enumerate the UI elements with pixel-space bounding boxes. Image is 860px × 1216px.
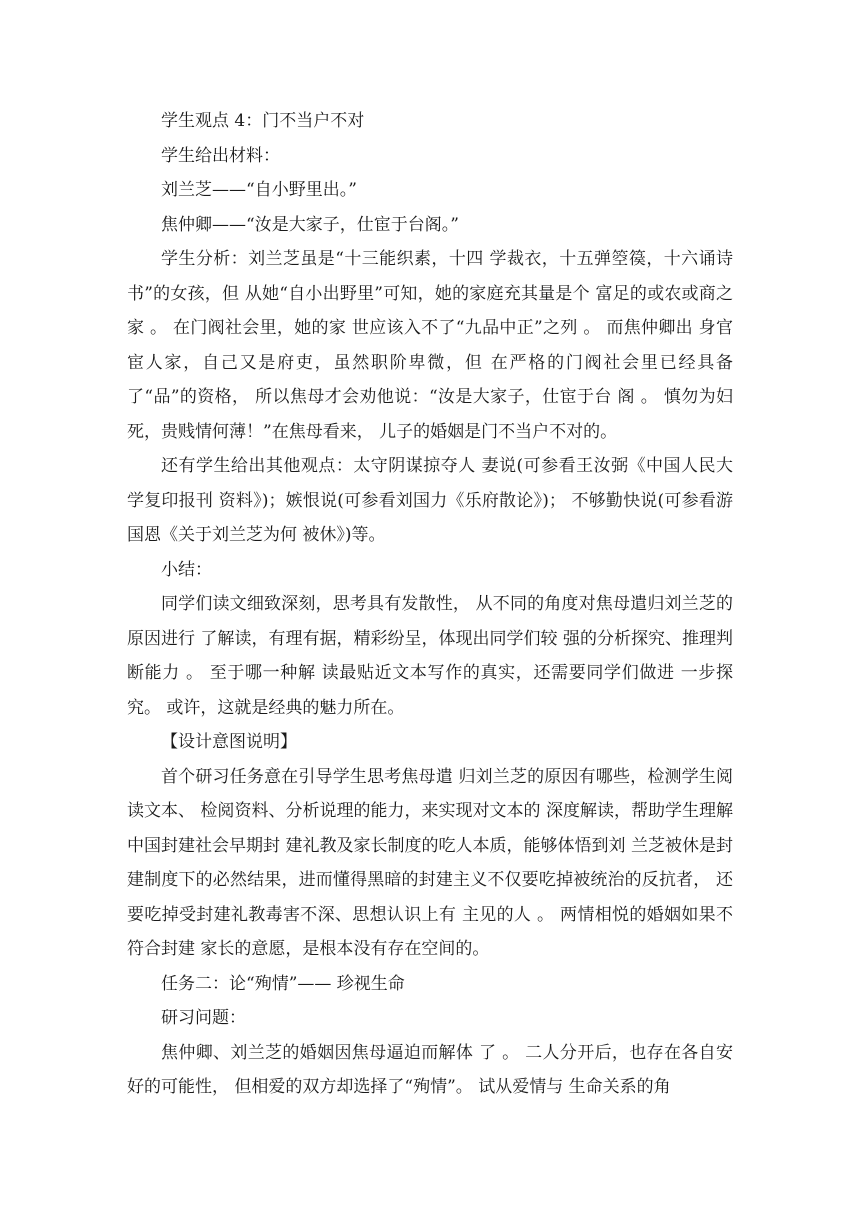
- paragraph-summary-heading: 小结：: [161, 559, 212, 580]
- paragraph-other-views: 还有学生给出其他观点：太守阴谋掠夺人 妻说(可参看王汝弼《中国人民大学复印报刊 资料》)；嫉恨说(可参看刘国力《乐府散论》)； 不够勤快说(可参看游国恩《关于刘兰芝为何 被休》)等。: [127, 456, 733, 545]
- paragraph-research-question-heading: 研习问题：: [161, 1008, 246, 1028]
- paragraph-liu-lanzhi-quote: 刘兰芝——“自小野里出。”: [161, 180, 357, 200]
- paragraph-student-analysis: 学生分析：刘兰芝虽是“十三能织素，十四 学裁衣，十五弹箜篌，十六诵诗书”的女孩，但 从她“自小出野里”可知，她的家庭充其量是个 富足的或农或商之家 。 在门阀社会里，她的家 世应该入不了“九品中正”之列 。 而焦仲卿出 身官宦人家，自己又是府吏，虽然职阶卑微，但 在严格的门阀社会里已经具备了“品”的资格， 所以焦母才会劝他说：“汝是大家子，仕宦于台 阁 。 慎勿为妇死，贵贱情何薄！”在焦母看来， 儿子的婚姻是门不当户不对的。: [127, 249, 733, 442]
- paragraph-student-view-4: 学生观点 4：门不当户不对: [161, 111, 365, 131]
- paragraph-task-two-heading: 任务二：论“殉情”—— 珍视生命: [161, 973, 405, 994]
- paragraph-material-heading: 学生给出材料：: [161, 145, 280, 166]
- paragraph-research-question-body: 焦仲卿、刘兰芝的婚姻因焦母逼迫而解体 了 。 二人分开后，也存在各自安好的可能性， 但相爱的双方却选择了“殉情”。 试从爱情与 生命关系的角: [127, 1042, 733, 1097]
- paragraph-jiao-zhongqing-quote: 焦仲卿——“汝是大家子，仕宦于台阁。”: [161, 214, 459, 235]
- document-body: [127, 104, 733, 1105]
- paragraph-design-intent-heading: 【设计意图说明】: [161, 732, 297, 752]
- paragraph-design-intent-body: 首个研习任务意在引导学生思考焦母遣 归刘兰芝的原因有哪些，检测学生阅读文本、 检阅资料、分析说理的能力，来实现对文本的 深度解读，帮助学生理解中国封建社会早期封 建礼教及家长制度的吃人本质，能够体悟到刘 兰芝被休是封建制度下的必然结果，进而懂得黑暗的封建主义不仅要吃掉被统治的反抗者， 还要吃掉受封建礼教毒害不深、思想认识上有 主见的人 。 两情相悦的婚姻如果不符合封建 家长的意愿，是根本没有存在空间的。: [127, 766, 733, 959]
- paragraph-summary-body: 同学们读文细致深刻，思考具有发散性， 从不同的角度对焦母遣归刘兰芝的原因进行 了解读，有理有据，精彩纷呈，体现出同学们较 强的分析探究、推理判断能力 。 至于哪一种解 读最贴近文本写作的真实，还需要同学们做进 一步探究。 或许，这就是经典的魅力所在。: [127, 594, 733, 718]
